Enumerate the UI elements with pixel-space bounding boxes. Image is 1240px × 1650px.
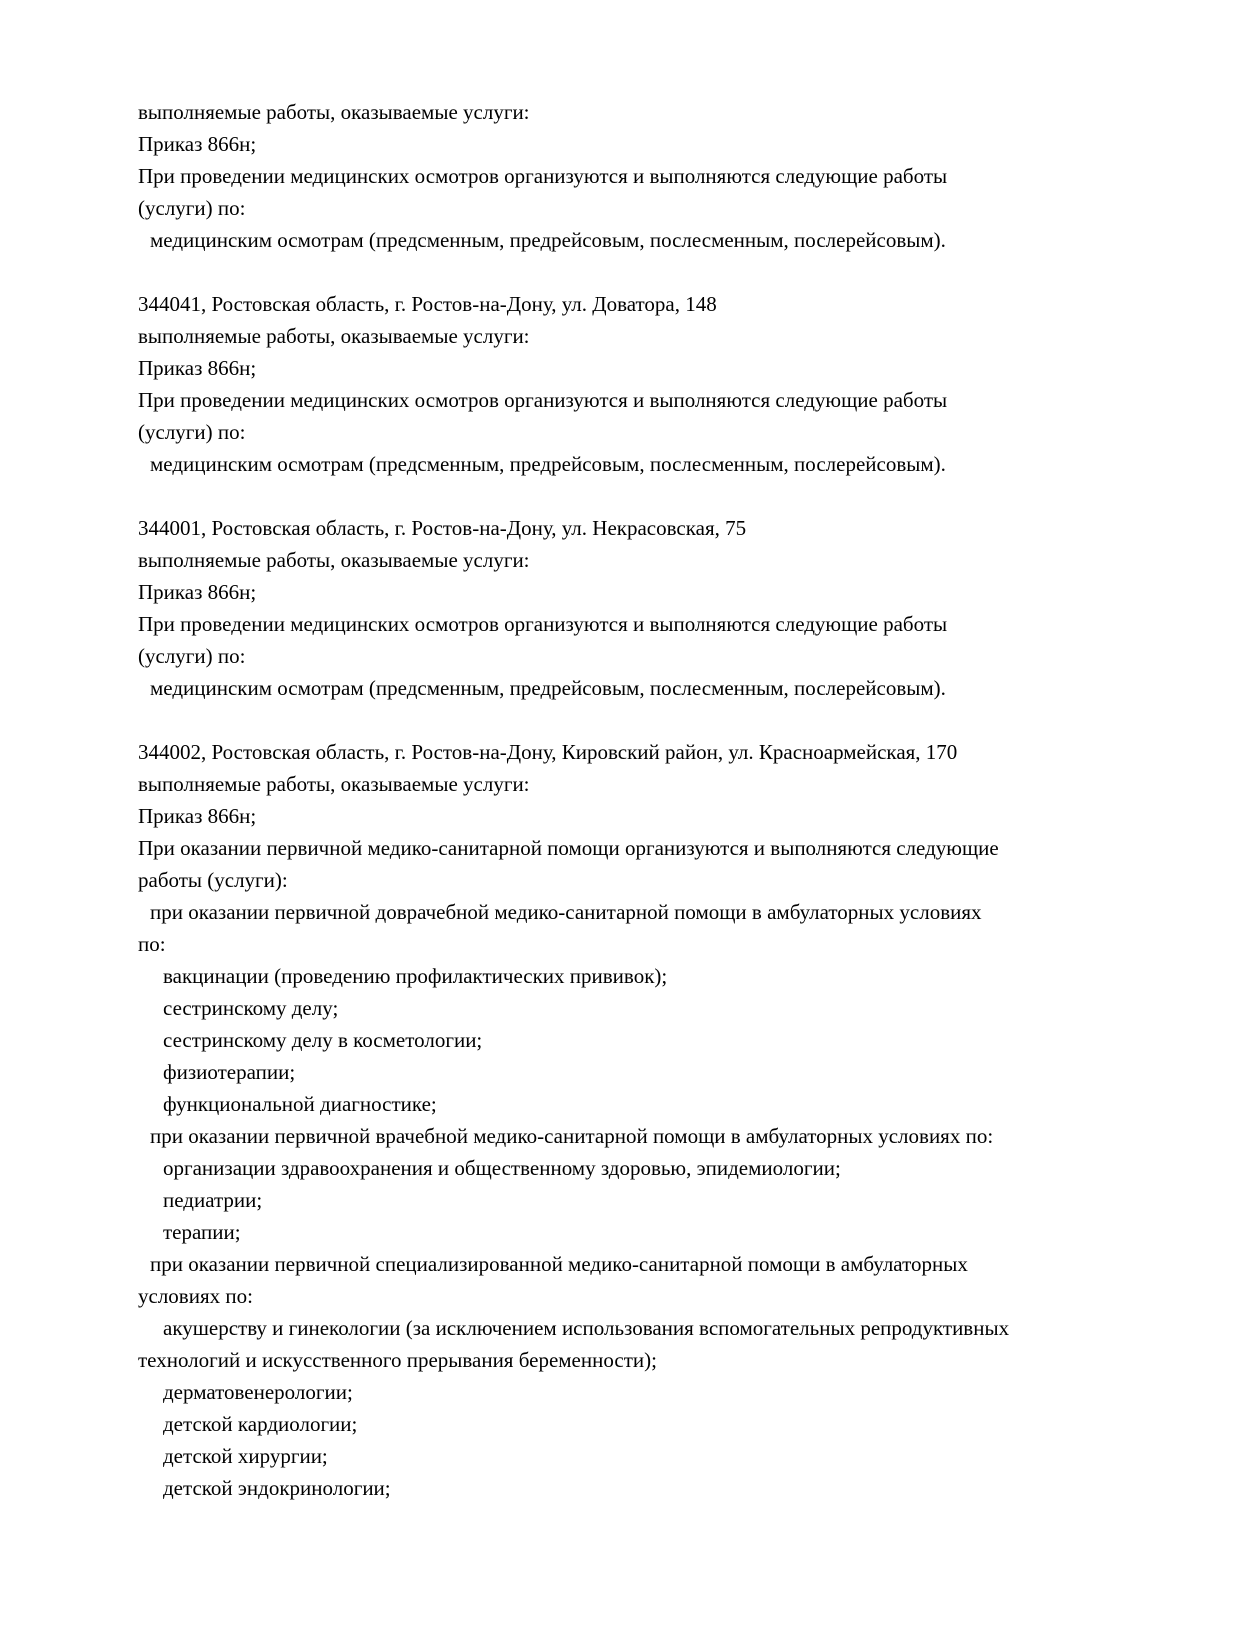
- text-line: медицинским осмотрам (предсменным, предрейсовым, послесменным, послерейсовым).: [150, 676, 946, 700]
- text-line: педиатрии;: [163, 1188, 263, 1212]
- text-line: вакцинации (проведению профилактических прививок);: [163, 964, 668, 988]
- text-line: Приказ 866н;: [138, 132, 257, 156]
- text-line: выполняемые работы, оказываемые услуги:: [138, 100, 530, 124]
- text-line: физиотерапии;: [163, 1060, 296, 1084]
- text-line: детской кардиологии;: [163, 1412, 358, 1436]
- text-line: выполняемые работы, оказываемые услуги:: [138, 548, 530, 572]
- text-line: функциональной диагностике;: [163, 1092, 437, 1116]
- text-line: При проведении медицинских осмотров организуются и выполняются следующие работы: [138, 388, 948, 412]
- text-line: при оказании первичной врачебной медико-санитарной помощи в амбулаторных условиях по:: [150, 1124, 994, 1148]
- text-line: (услуги) по:: [138, 420, 246, 444]
- text-line: 344001, Ростовская область, г. Ростов-на-Дону, ул. Некрасовская, 75: [138, 516, 747, 540]
- text-line: условиях по:: [138, 1284, 253, 1308]
- text-line: при оказании первичной доврачебной медико-санитарной помощи в амбулаторных условиях: [150, 900, 982, 924]
- text-line: детской хирургии;: [163, 1444, 328, 1468]
- address-block-344002: [138, 736, 1180, 1504]
- text-line: (услуги) по:: [138, 196, 246, 220]
- text-line: по:: [138, 932, 166, 956]
- text-line: Приказ 866н;: [138, 804, 257, 828]
- text-line: При оказании первичной медико-санитарной помощи организуются и выполняются следующие: [138, 836, 999, 860]
- text-line: 344002, Ростовская область, г. Ростов-на-Дону, Кировский район, ул. Красноармейская, 170: [138, 740, 958, 764]
- services-block-continued: [138, 96, 1180, 256]
- text-line: технологий и искусственного прерывания беременности);: [138, 1348, 657, 1372]
- text-line: при оказании первичной специализированной медико-санитарной помощи в амбулаторных: [150, 1252, 968, 1276]
- text-line: сестринскому делу в косметологии;: [163, 1028, 483, 1052]
- text-line: дерматовенерологии;: [163, 1380, 353, 1404]
- text-line: Приказ 866н;: [138, 356, 257, 380]
- text-line: сестринскому делу;: [163, 996, 339, 1020]
- text-line: медицинским осмотрам (предсменным, предрейсовым, послесменным, послерейсовым).: [150, 452, 946, 476]
- text-line: терапии;: [163, 1220, 241, 1244]
- text-line: При проведении медицинских осмотров организуются и выполняются следующие работы: [138, 612, 948, 636]
- text-line: 344041, Ростовская область, г. Ростов-на-Дону, ул. Доватора, 148: [138, 292, 717, 316]
- text-line: организации здравоохранения и общественному здоровью, эпидемиологии;: [163, 1156, 841, 1180]
- text-line: выполняемые работы, оказываемые услуги:: [138, 772, 530, 796]
- text-line: медицинским осмотрам (предсменным, предрейсовым, послесменным, послерейсовым).: [150, 228, 946, 252]
- text-line: При проведении медицинских осмотров организуются и выполняются следующие работы: [138, 164, 948, 188]
- text-line: выполняемые работы, оказываемые услуги:: [138, 324, 530, 348]
- address-block-344041: [138, 288, 1180, 480]
- text-line: Приказ 866н;: [138, 580, 257, 604]
- text-line: детской эндокринологии;: [163, 1476, 391, 1500]
- text-line: работы (услуги):: [138, 868, 288, 892]
- address-block-344001: [138, 512, 1180, 704]
- text-line: (услуги) по:: [138, 644, 246, 668]
- text-line: акушерству и гинекологии (за исключением использования вспомогательных репродуктивных: [163, 1316, 1010, 1340]
